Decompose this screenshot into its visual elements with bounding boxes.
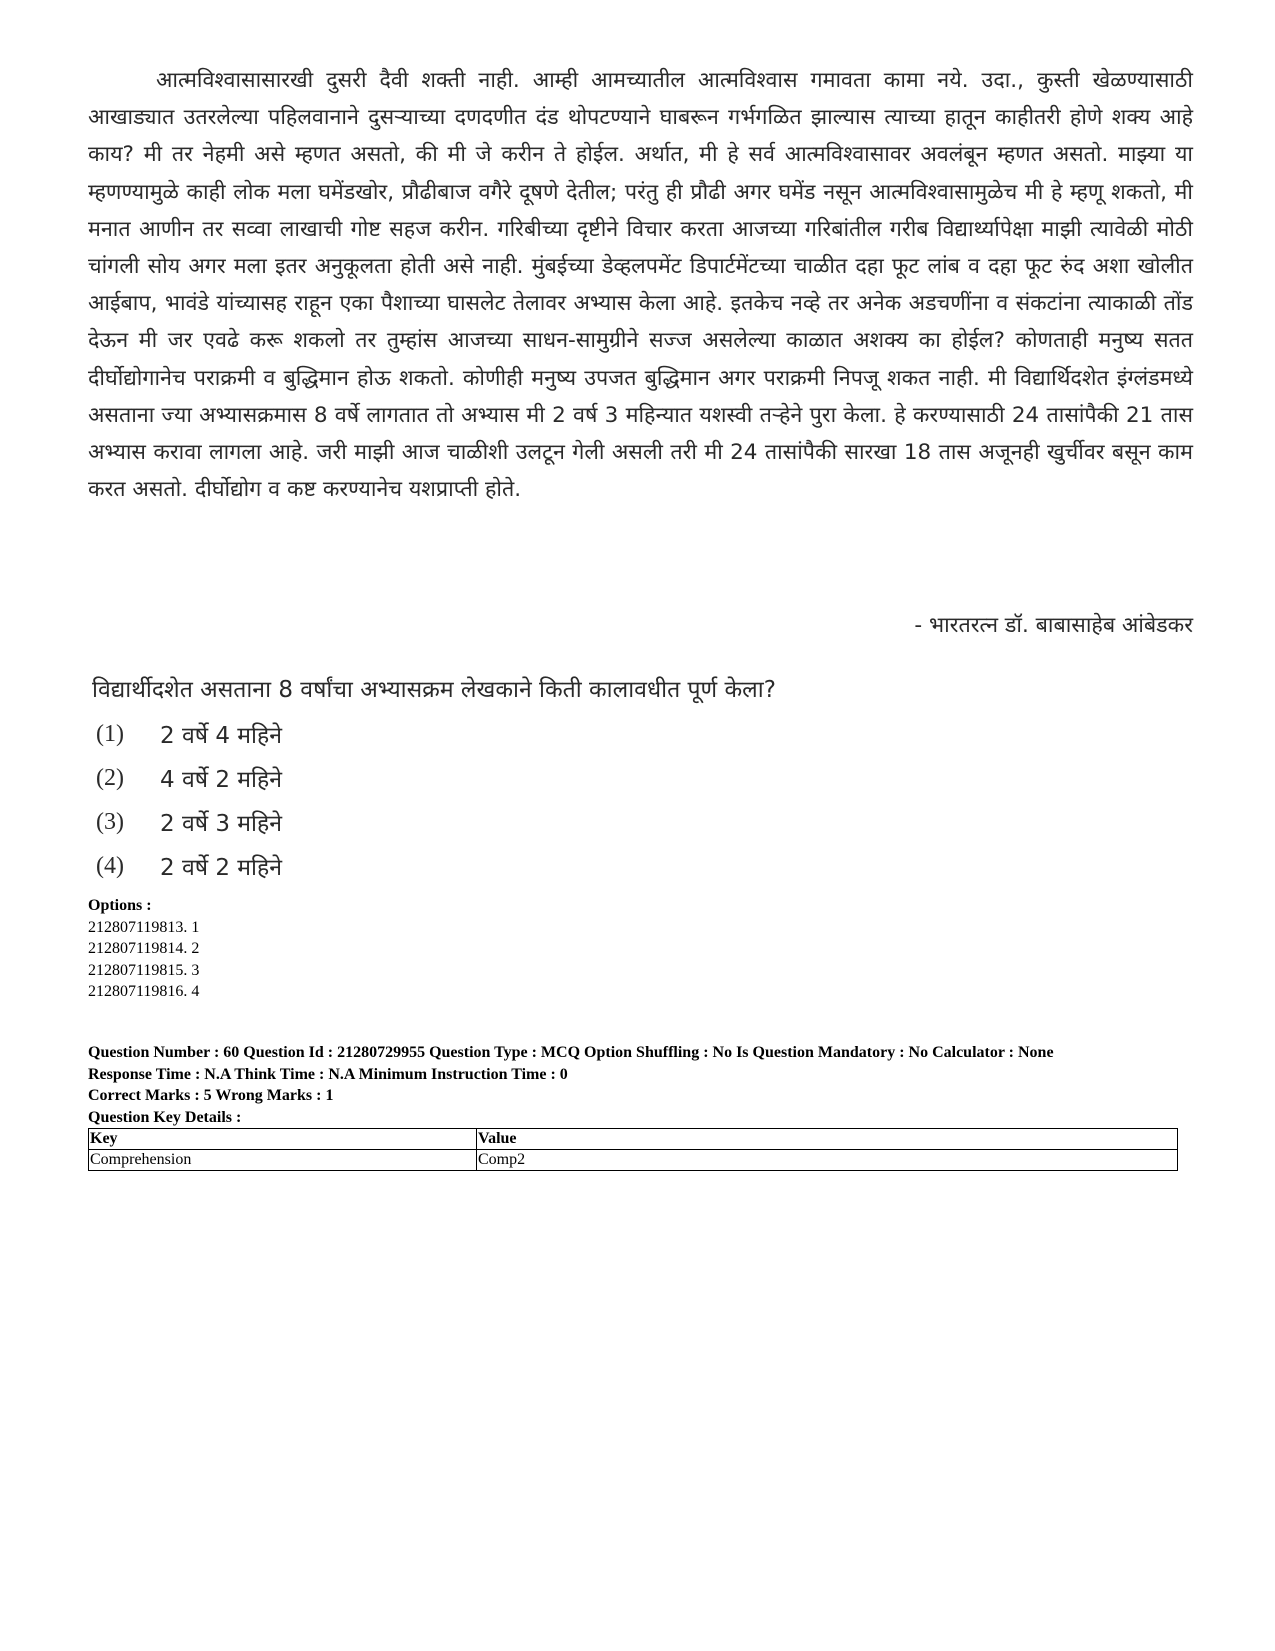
option-id-item: 212807119816. 4 <box>88 983 200 1000</box>
choice-text: 2 वर्षे 2 महिने <box>160 855 282 881</box>
choice-number: (3) <box>96 808 124 835</box>
table-cell: Comprehension <box>89 1150 477 1171</box>
choice-number: (1) <box>96 720 124 747</box>
choice-number: (2) <box>96 764 124 791</box>
question-text: विद्यार्थीदशेत असताना 8 वर्षांचा अभ्यासक्रम लेखकाने किती कालावधीत पूर्ण केला? <box>92 677 776 703</box>
choice-text: 2 वर्षे 3 महिने <box>160 811 282 837</box>
choice-text: 2 वर्षे 4 महिने <box>160 723 282 749</box>
question-meta-line: Question Number : 60 Question Id : 21280729955 Question Type : MCQ Option Shuffling : No Is Question Mandatory : No Calculator : None <box>88 1044 1054 1061</box>
choice-text: 4 वर्षे 2 महिने <box>160 767 282 793</box>
answer-choice <box>96 712 282 756</box>
option-id-item: 212807119814. 2 <box>88 940 200 957</box>
options-heading: Options : <box>88 897 152 914</box>
option-id-item: 212807119815. 3 <box>88 961 200 979</box>
choice-number: (4) <box>96 852 124 879</box>
answer-choice <box>96 800 282 844</box>
passage-attribution: - भारतरत्न डॉ. बाबासाहेब आंबेडकर <box>914 613 1193 638</box>
table-header-row <box>89 1129 1178 1150</box>
response-time-line: Response Time : N.A Think Time : N.A Minimum Instruction Time : 0 <box>88 1065 568 1083</box>
options-list <box>88 895 199 1003</box>
comprehension-passage: आत्मविश्वासासारखी दुसरी दैवी शक्ती नाही. आम्ही आमच्यातील आत्मविश्वास गमावता कामा नये. उदा., कुस्ती खेळण्यासाठी आखाड्यात उतरलेल्या पहिलवानाने दुसऱ्याच्या दणदणीत दंड थोपटण्याने घाबरून गर्भगळित झाल्यास त्याच्या हातून काहीतरी होणे शक्य आहे काय? मी तर नेहमी असे म्हणत असतो, की मी जे करीन ते होईल. अर्थात, मी हे सर्व आत्मविश्वासावर अवलंबून म्हणत असतो. माझ्या या म्हणण्यामुळे काही लोक मला घमेंडखोर, प्रौढीबाज वगैरे दूषणे देतील; परंतु ही प्रौढी अगर घमेंड नसून आत्मविश्वासामुळेच मी हे म्हणू शकतो, मी मनात आणीन तर सव्वा लाखाची गोष्ट सहज करीन. गरिबीच्या दृष्टीने विचार करता आजच्या गरिबांतील गरीब विद्यार्थ्यापेक्षा माझी त्यावेळी मोठी चांगली सोय अगर मला इतर अनुकूलता होती असे नाही. मुंबईच्या डेव्हलपमेंट डिपार्टमेंटच्या चाळीत दहा फूट लांब व दहा फूट रुंद अशा खोलीत आईबाप, भावंडे यांच्यासह राहून एका पैशाच्या घासलेट तेलावर अभ्यास केला आहे. इतकेच नव्हे तर अनेक अडचणींना व संकटांना त्याकाळी तोंड देऊन मी जर एवढे करू शकलो तर तुम्हांस आजच्या साधन-सामुग्रीने सज्ज असलेल्या काळात अशक्य का होईल? कोणताही मनुष्य सतत दीर्घोद्योगानेच पराक्रमी व बुद्धिमान होऊ शकतो. कोणीही मनुष्य उपजत बुद्धिमान अगर पराक्रमी निपजू शकत नाही. मी विद्यार्थिदशेत इंग्लंडमध्ये असताना ज्या अभ्यासक्रमास 8 वर्षे लागतात तो अभ्यास मी 2 वर्ष 3 महिन्यात यशस्वी तऱ्हेने पुरा केला. हे करण्यासाठी 24 तासांपैकी 21 तास अभ्यास करावा लागला आहे. जरी माझी आज चाळीशी उलटून गेली असली तरी मी 24 तासांपैकी सारखा 18 तास अजूनही खुर्चीवर बसून काम करत असतो. दीर्घोद्योग व कष्ट करण्यानेच यशप्राप्ती होते. <box>88 68 1193 503</box>
question-metadata <box>88 1042 1188 1128</box>
table-row <box>89 1150 1178 1171</box>
question-key-table <box>88 1128 1178 1171</box>
answer-choice <box>96 756 282 800</box>
answer-choices <box>96 712 282 888</box>
answer-choice <box>96 844 282 888</box>
table-header-cell: Key <box>89 1129 477 1150</box>
key-details-heading: Question Key Details : <box>88 1108 242 1126</box>
marks-line: Correct Marks : 5 Wrong Marks : 1 <box>88 1087 334 1104</box>
table-cell: Comp2 <box>477 1150 1178 1171</box>
table-header-cell: Value <box>477 1129 1178 1150</box>
option-id-item: 212807119813. 1 <box>88 918 200 936</box>
